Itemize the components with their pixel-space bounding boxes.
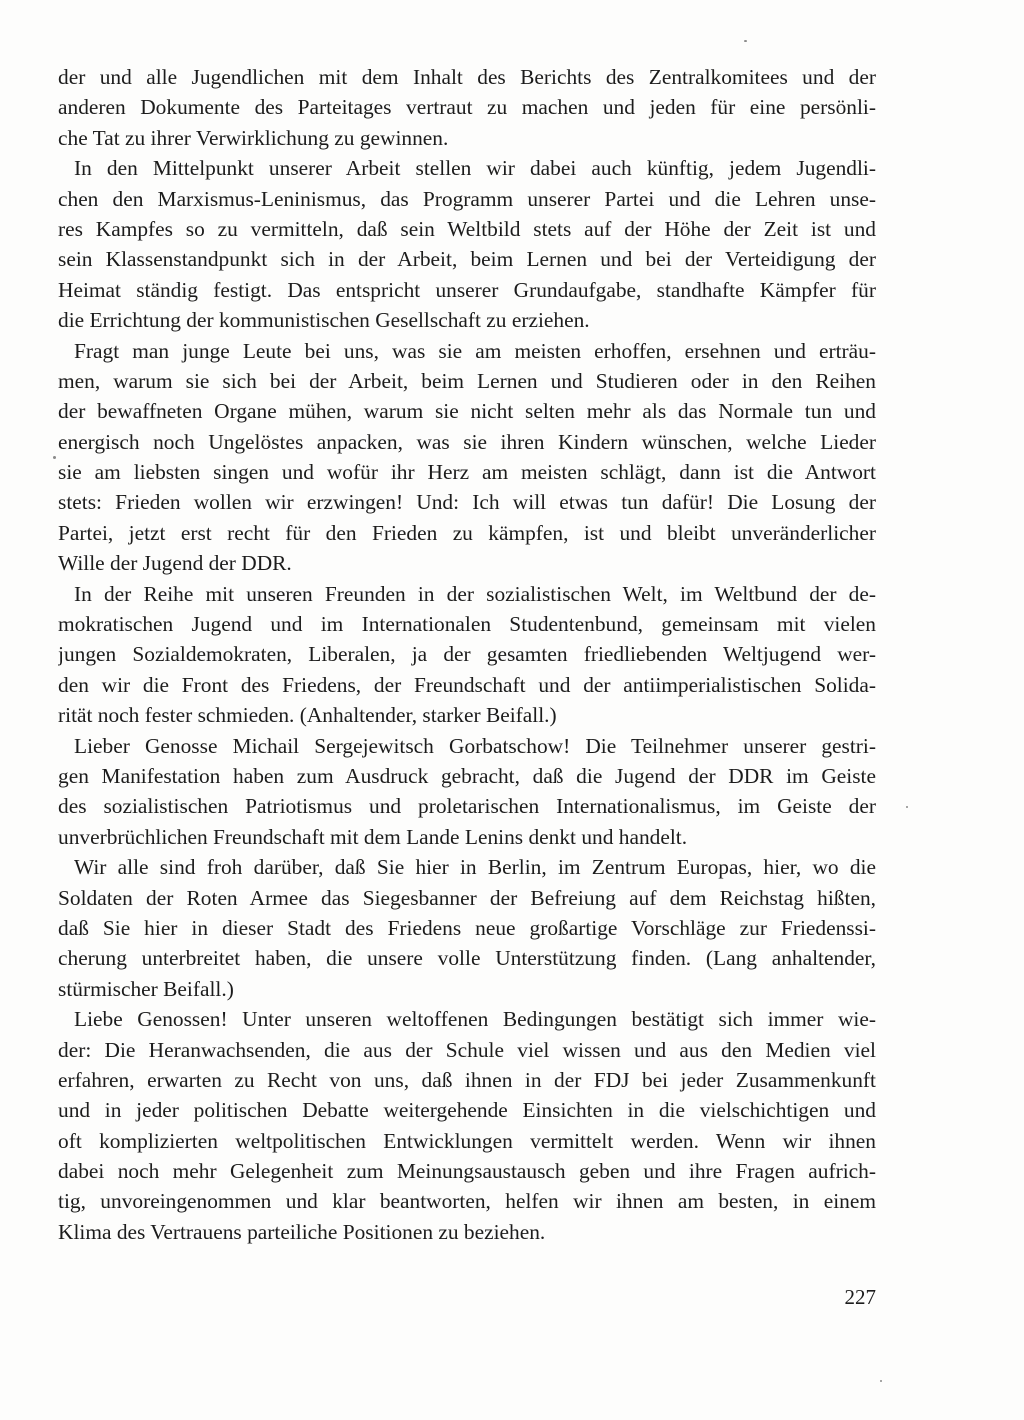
text-line: die Errichtung der kommunistischen Gesellschaft zu erziehen. [58, 308, 590, 333]
text-line: stets: Frieden wollen wir erzwingen! Und: Ich will etwas tun dafür! Die Losung der [58, 490, 876, 515]
text-line: tig, unvoreingenommen und klar beantworten, helfen wir ihnen am besten, in einem [58, 1189, 876, 1214]
text-line: cherung unterbreitet haben, die unsere volle Unterstützung finden. (Lang anhaltender, [58, 946, 876, 971]
page-number: 227 [844, 1285, 876, 1309]
text-line: mokratischen Jugend und im Internationalen Studentenbund, gemeinsam mit vielen [58, 612, 876, 637]
text-line: der: Die Heranwachsenden, die aus der Schule viel wissen und aus den Medien viel [58, 1037, 876, 1062]
text-line: der bewaffneten Organe mühen, warum sie nicht selten mehr als das Normale tun und [58, 399, 876, 424]
text-line: Partei, jetzt erst recht für den Frieden zu kämpfen, ist und bleibt unveränderlicher [58, 520, 876, 545]
text-line: rität noch fester schmieden. (Anhaltender, starker Beifall.) [58, 703, 557, 728]
scan-speck [53, 456, 56, 459]
scan-speck [880, 1380, 882, 1382]
text-line: Liebe Genossen! Unter unseren weltoffenen Bedingungen bestätigt sich immer wie- [74, 1007, 876, 1032]
text-line: Klima des Vertrauens parteiliche Positionen zu beziehen. [58, 1219, 546, 1244]
text-line: anderen Dokumente des Parteitages vertraut zu machen und jeden für eine persönli- [58, 95, 876, 120]
text-line: sein Klassenstandpunkt sich in der Arbeit, beim Lernen und bei der Verteidigung der [58, 247, 876, 272]
scan-speck [906, 806, 908, 808]
text-line: gen Manifestation haben zum Ausdruck gebracht, daß die Jugend der DDR im Geiste [58, 763, 876, 788]
text-line: res Kampfes so zu vermitteln, daß sein Weltbild stets auf der Höhe der Zeit ist und [58, 216, 876, 241]
text-line: unverbrüchlichen Freundschaft mit dem Lande Lenins denkt und handelt. [58, 824, 688, 849]
text-line: dabei noch mehr Gelegenheit zum Meinungsaustausch geben und ihre Fragen aufrich- [58, 1159, 876, 1184]
text-line: den wir die Front des Friedens, der Freundschaft und der antiimperialistischen Solida- [58, 672, 876, 697]
text-line: oft komplizierten weltpolitischen Entwicklungen vermittelt werden. Wenn wir ihnen [58, 1128, 876, 1153]
text-line: und in jeder politischen Debatte weitergehende Einsichten in die vielschichtigen und [58, 1098, 876, 1123]
text-line: Wille der Jugend der DDR. [58, 551, 292, 576]
text-line: sie am liebsten singen und wofür ihr Herz am meisten schlägt, dann ist die Antwort [58, 460, 876, 485]
text-line: energisch noch Ungelöstes anpacken, was sie ihren Kindern wünschen, welche Lieder [58, 429, 876, 454]
text-line: chen den Marxismus-Leninismus, das Programm unserer Partei und die Lehren unse- [58, 186, 876, 211]
text-line: Wir alle sind froh darüber, daß Sie hier in Berlin, im Zentrum Europas, hier, wo die [74, 855, 876, 880]
text-line: che Tat zu ihrer Verwirklichung zu gewinnen. [58, 125, 449, 150]
text-line: des sozialistischen Patriotismus und proletarischen Internationalismus, im Geiste der [58, 794, 876, 819]
text-line: daß Sie hier in dieser Stadt des Friedens neue großartige Vorschläge zur Friedenssi- [58, 915, 876, 940]
text-line: Heimat ständig festigt. Das entspricht unserer Grundaufgabe, standhafte Kämpfer für [58, 277, 876, 302]
text-line: Lieber Genosse Michail Sergejewitsch Gorbatschow! Die Teilnehmer unserer gestri- [74, 733, 876, 758]
text-line: men, warum sie sich bei der Arbeit, beim Lernen und Studieren oder in den Reihen [58, 368, 876, 393]
text-line: jungen Sozialdemokraten, Liberalen, ja der gesamten friedliebenden Weltjugend wer- [58, 642, 876, 667]
body-text [58, 62, 876, 1247]
text-line: erfahren, erwarten zu Recht von uns, daß ihnen in der FDJ bei jeder Zusammenkunft [58, 1067, 876, 1092]
text-line: stürmischer Beifall.) [58, 976, 234, 1001]
scan-speck [744, 40, 747, 42]
text-line: Soldaten der Roten Armee das Siegesbanner der Befreiung auf dem Reichstag hißten, [58, 885, 876, 910]
text-line: Fragt man junge Leute bei uns, was sie am meisten erhoffen, ersehnen und erträu- [74, 338, 876, 363]
text-line: In den Mittelpunkt unserer Arbeit stellen wir dabei auch künftig, jedem Jugendli- [74, 156, 876, 181]
text-line: der und alle Jugendlichen mit dem Inhalt des Berichts des Zentralkomitees und der [58, 65, 876, 89]
text-line: In der Reihe mit unseren Freunden in der sozialistischen Welt, im Weltbund der de- [74, 581, 876, 606]
